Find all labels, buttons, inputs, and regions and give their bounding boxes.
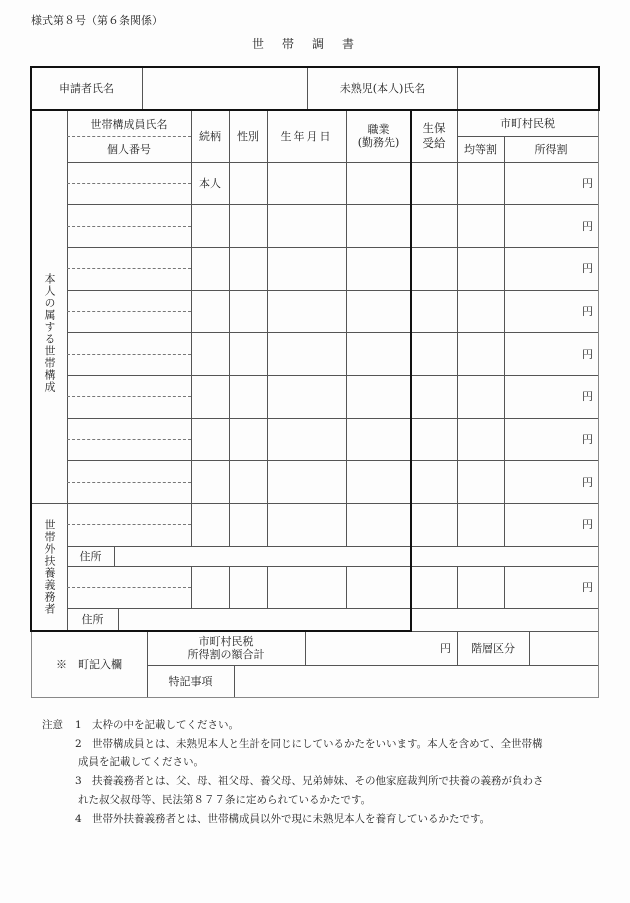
note-number: 2 [75,738,82,750]
personal-number-field[interactable] [68,483,191,503]
income-levy-header: 所得割 [534,143,568,156]
member-name-field[interactable] [68,461,191,482]
minor-name-field[interactable] [458,67,598,110]
welfare-header [411,110,457,162]
birthdate-header: 生年月日 [280,129,333,143]
occupation-header [346,110,411,162]
welfare-header-line1: 生保 [422,121,446,135]
occupation-header-line2: (勤務先) [357,136,400,149]
yen-unit: 円 [582,518,593,531]
office-use-label: ※ 町記入欄 [56,657,122,671]
note-text-cont: 成員を記載してください。 [78,756,204,768]
personal-number-field[interactable] [68,312,191,332]
address-label: 住所 [79,549,102,563]
member-name-header: 世帯構成員氏名 [90,117,168,131]
page-title: 世 帯 調 書 [252,37,358,51]
tax-total-label [147,631,305,665]
yen-unit: 円 [582,581,593,594]
note-number: 4 [75,813,82,825]
member-name-field[interactable] [68,376,191,396]
remarks-field[interactable] [235,666,598,697]
tax-total-line2: 所得割の額合計 [187,648,265,661]
row-relation: 本人 [199,176,221,190]
address-field[interactable] [115,547,598,566]
applicant-name-label: 申請者氏名 [59,82,114,95]
gender-header: 性別 [237,129,259,143]
note-text: 世帯構成員とは、未熟児本人と生計を同じにしているかたをいいます。本人を含めて、全世帯構 [92,738,543,750]
yen-unit: 円 [440,642,451,655]
personal-number-field[interactable] [68,227,191,247]
notes-heading: 注意 [42,719,63,731]
welfare-header-line2: 受給 [422,136,446,150]
note-number: 3 [75,775,82,787]
yen-unit: 円 [582,433,593,446]
personal-number-field[interactable] [68,355,191,375]
address-field[interactable] [119,609,598,631]
yen-unit: 円 [582,390,593,403]
yen-unit: 円 [582,262,593,275]
note-number: 1 [75,719,82,731]
occupation-header-line1: 職業 [367,123,390,136]
member-name-field[interactable] [68,248,191,268]
note-text: 世帯外扶養義務者とは、世帯構成員以外で現に未熟児本人を養育しているかたです。 [92,813,491,825]
personal-number-field[interactable] [68,440,191,460]
minor-name-label: 未熟児(本人)氏名 [339,82,426,95]
applicant-name-field[interactable] [143,67,307,110]
yen-unit: 円 [582,348,593,361]
note-text-cont: れた叔父叔母等、民法第８７７条に定められているかたです。 [78,794,372,806]
member-name-field[interactable] [68,333,191,354]
municipal-tax-header: 市町村民税 [500,116,555,130]
personal-number-field[interactable] [68,269,191,290]
dependents-section-label [31,503,67,631]
personal-number-field[interactable] [68,397,191,418]
tax-total-line1: 市町村民税 [198,635,254,648]
yen-unit: 円 [582,177,593,190]
note-text: 太枠の中を記載してください。 [92,719,239,731]
dependents-section-text: 世帯外扶養義務者 [43,519,56,615]
address-label: 住所 [81,613,104,626]
yen-unit: 円 [582,305,593,318]
member-name-field[interactable] [68,419,191,439]
relation-header: 続柄 [199,129,221,143]
per-capita-header: 均等割 [464,143,497,156]
yen-unit: 円 [582,220,593,233]
member-name-field[interactable] [68,291,191,311]
household-section-label [31,162,67,503]
remarks-label: 特記事項 [168,674,213,688]
member-name-field[interactable] [68,163,191,183]
personal-number-header: 個人番号 [107,143,151,156]
personal-number-field[interactable] [68,184,191,204]
note-text: 扶養義務者とは、父、母、祖父母、養父母、兄弟姉妹、その他家庭裁判所で扶養の義務が負わさ [92,775,544,787]
yen-unit: 円 [582,476,593,489]
form-number: 様式第８号（第６条関係） [31,14,163,27]
household-section-text: 本人の属する世帯構成 [43,272,56,393]
class-field[interactable] [530,632,598,665]
class-label: 階層区分 [471,641,515,655]
member-name-field[interactable] [68,205,191,226]
